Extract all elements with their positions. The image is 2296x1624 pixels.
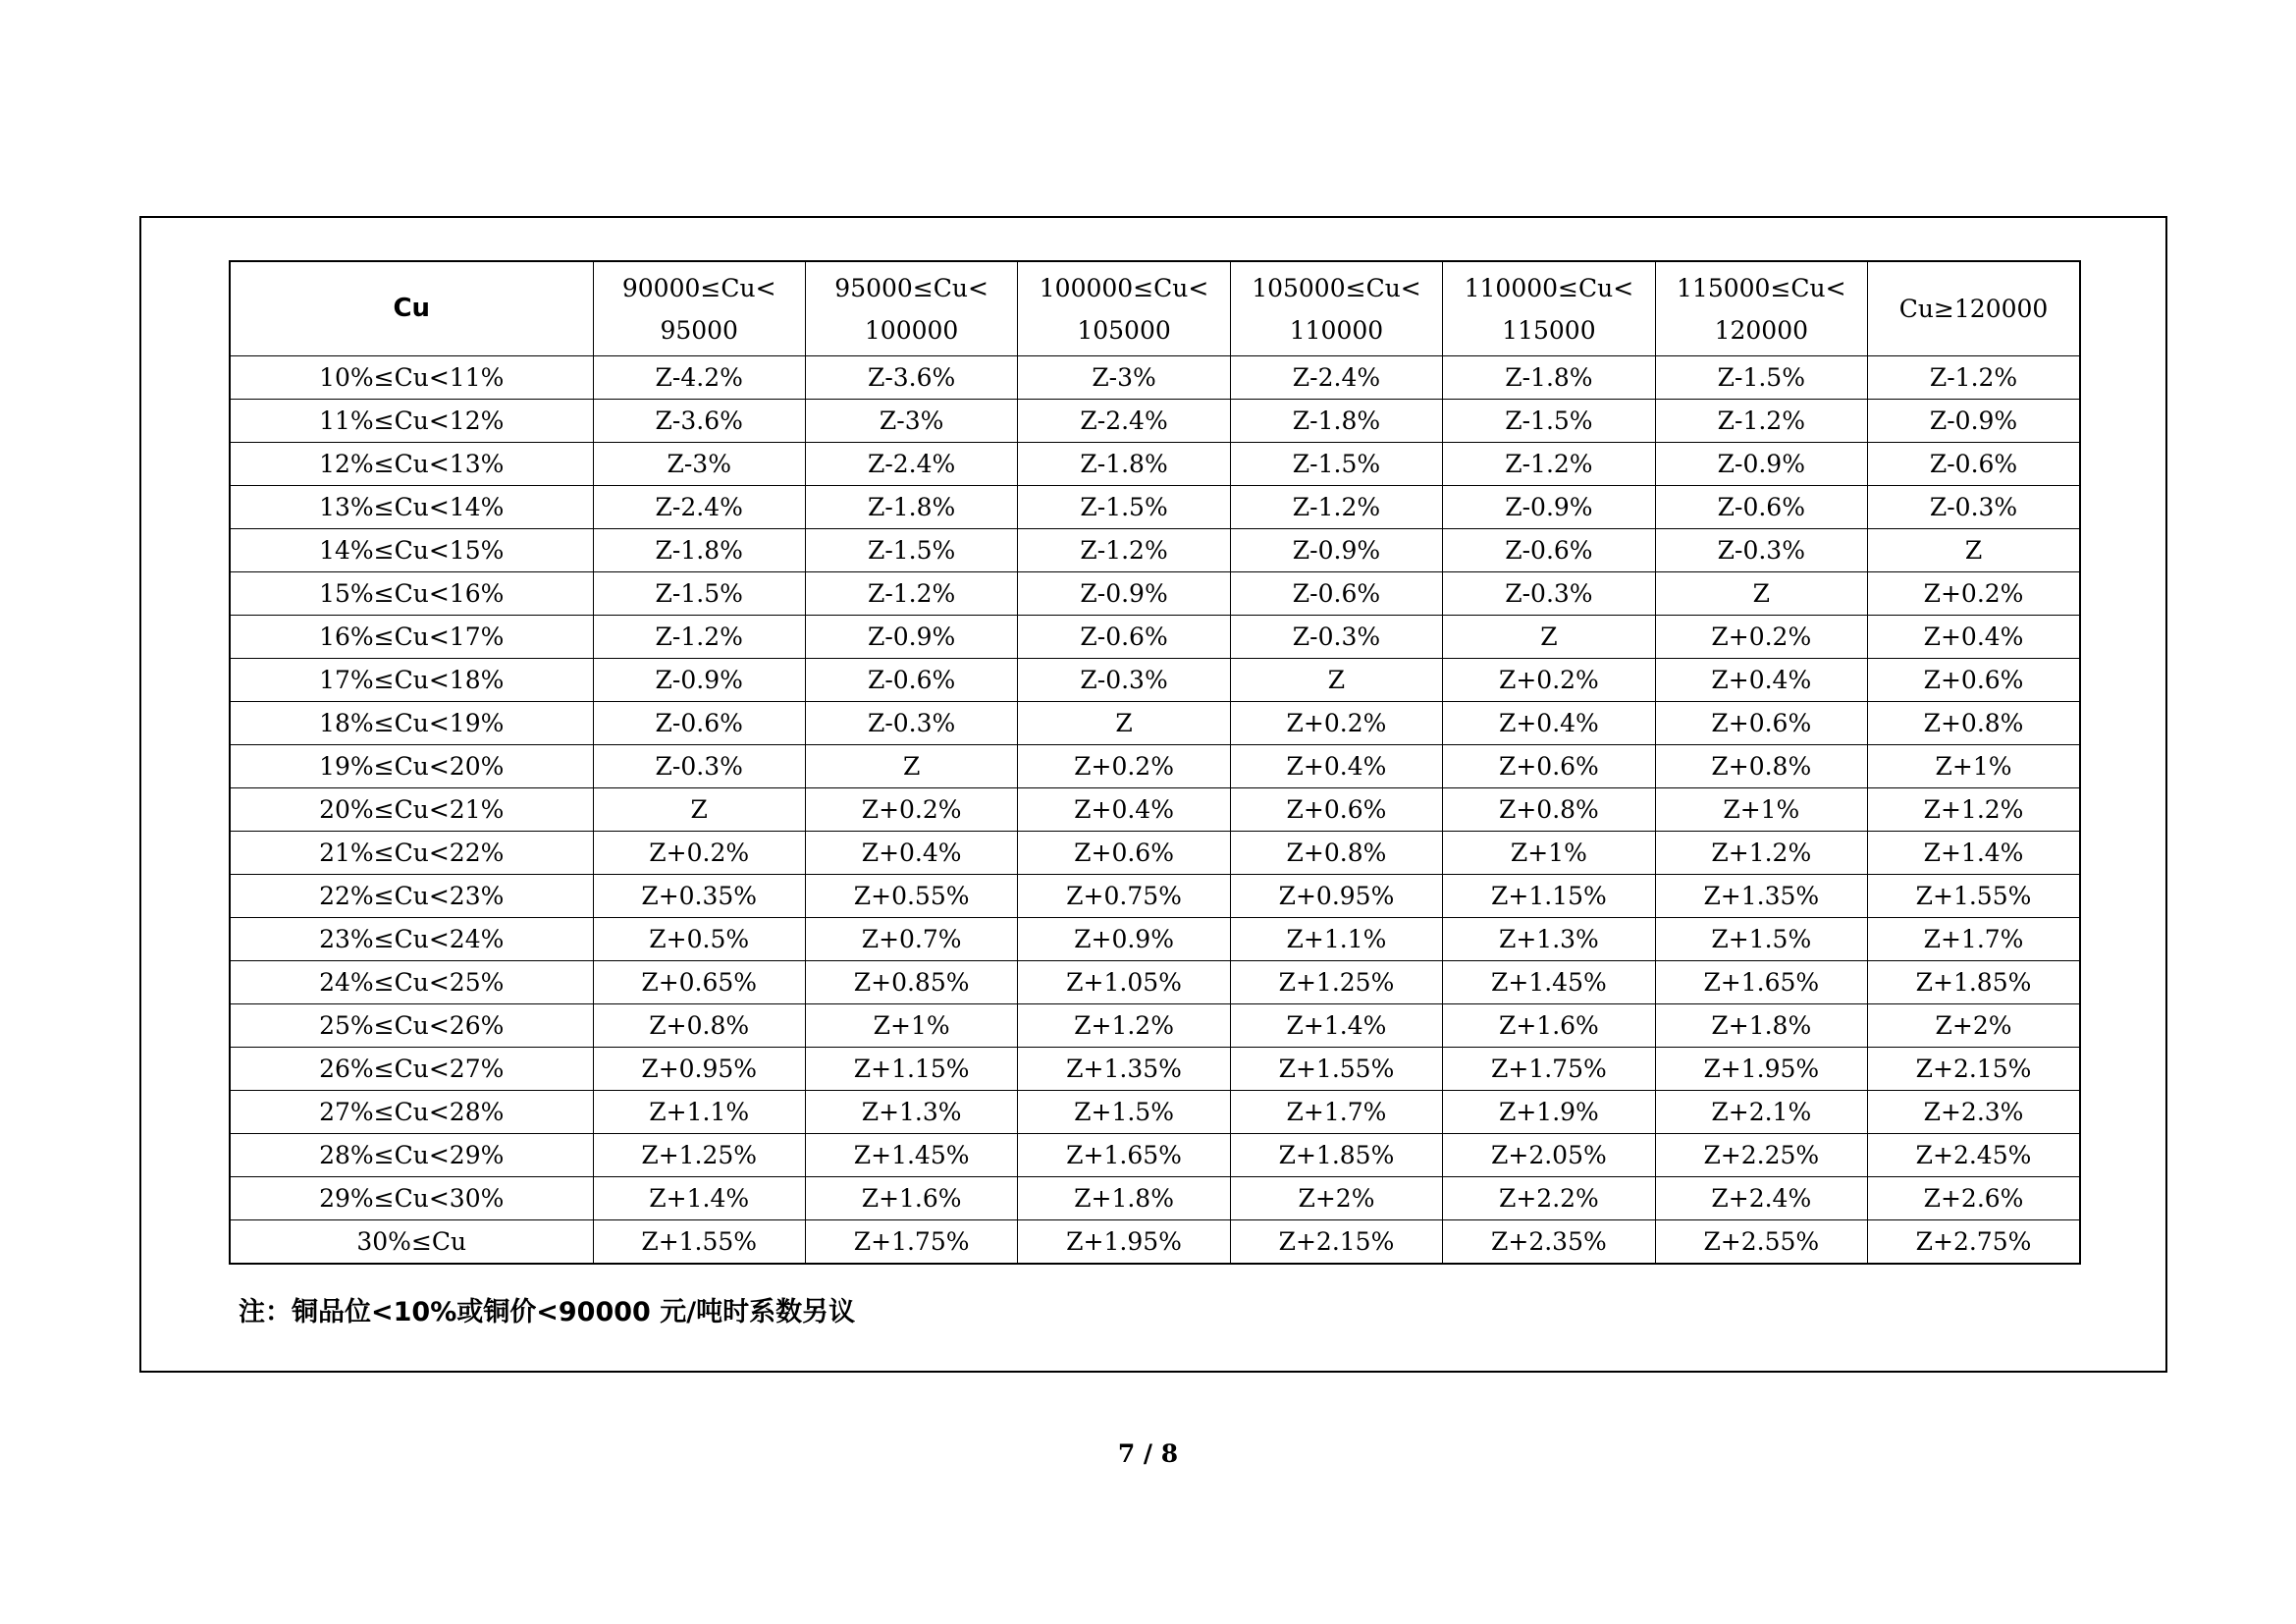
table-cell: Z+2.1% [1655, 1091, 1867, 1134]
row-header: 26%≤Cu<27% [230, 1048, 593, 1091]
table-cell: Z+0.8% [1230, 832, 1442, 875]
table-cell: Z+1.7% [1230, 1091, 1442, 1134]
table-row [230, 529, 2080, 572]
table-row [230, 745, 2080, 788]
table-cell: Z+1.9% [1443, 1091, 1655, 1134]
table-cell: Z+1.5% [1018, 1091, 1230, 1134]
table-cell: Z-0.6% [1230, 572, 1442, 616]
table-cell: Z-2.4% [1018, 400, 1230, 443]
column-header-line1: 100000≤Cu< [1039, 273, 1209, 302]
table-cell: Z [1868, 529, 2080, 572]
table-cell: Z+1.25% [1230, 961, 1442, 1004]
table-header-row [230, 261, 2080, 356]
table-cell: Z-0.9% [1018, 572, 1230, 616]
table-cell: Z-0.3% [1868, 486, 2080, 529]
table-cell: Z+0.55% [805, 875, 1017, 918]
table-cell: Z-0.3% [1018, 659, 1230, 702]
row-header: 19%≤Cu<20% [230, 745, 593, 788]
table-cell: Z-0.6% [1868, 443, 2080, 486]
column-header-line1: Cu≥120000 [1898, 295, 2049, 323]
table-cell: Z-1.5% [593, 572, 805, 616]
column-header [805, 261, 1017, 356]
table-row [230, 1091, 2080, 1134]
row-header: 28%≤Cu<29% [230, 1134, 593, 1177]
row-header: 13%≤Cu<14% [230, 486, 593, 529]
table-cell: Z-1.2% [1018, 529, 1230, 572]
column-header [1868, 261, 2080, 356]
table-cell: Z-2.4% [593, 486, 805, 529]
table-row [230, 918, 2080, 961]
table-cell: Z+0.6% [1018, 832, 1230, 875]
row-header: 18%≤Cu<19% [230, 702, 593, 745]
table-cell: Z-1.5% [1655, 356, 1867, 400]
table-cell: Z+1.55% [1230, 1048, 1442, 1091]
table-cell: Z-0.9% [1443, 486, 1655, 529]
table-cell: Z-0.9% [805, 616, 1017, 659]
table-row [230, 788, 2080, 832]
row-header: 23%≤Cu<24% [230, 918, 593, 961]
table-cell: Z [1230, 659, 1442, 702]
row-header: 29%≤Cu<30% [230, 1177, 593, 1220]
column-header [1443, 261, 1655, 356]
table-cell: Z+1.3% [1443, 918, 1655, 961]
table-row [230, 1220, 2080, 1265]
table-cell: Z+1.6% [1443, 1004, 1655, 1048]
column-header-line1: 105000≤Cu< [1252, 273, 1421, 302]
row-header: 17%≤Cu<18% [230, 659, 593, 702]
row-header: 16%≤Cu<17% [230, 616, 593, 659]
table-cell: Z [1655, 572, 1867, 616]
row-header: 27%≤Cu<28% [230, 1091, 593, 1134]
table-cell: Z [1443, 616, 1655, 659]
table-cell: Z [1018, 702, 1230, 745]
table-cell: Z+1.55% [1868, 875, 2080, 918]
table-cell: Z+1.1% [1230, 918, 1442, 961]
table-cell: Z-3.6% [805, 356, 1017, 400]
table-cell: Z-1.8% [1230, 400, 1442, 443]
table-row [230, 486, 2080, 529]
row-header: 11%≤Cu<12% [230, 400, 593, 443]
table-row [230, 961, 2080, 1004]
table-cell: Z+2.6% [1868, 1177, 2080, 1220]
table-cell: Z-1.5% [1230, 443, 1442, 486]
table-cell: Z+0.8% [1868, 702, 2080, 745]
table-row [230, 616, 2080, 659]
table-cell: Z+0.2% [1018, 745, 1230, 788]
table-cell: Z+0.75% [1018, 875, 1230, 918]
table-cell: Z-2.4% [805, 443, 1017, 486]
table-cell: Z+1% [805, 1004, 1017, 1048]
row-header: 24%≤Cu<25% [230, 961, 593, 1004]
table-cell: Z+0.6% [1655, 702, 1867, 745]
table-row [230, 443, 2080, 486]
table-cell: Z+2.15% [1868, 1048, 2080, 1091]
table-cell: Z+1.2% [1868, 788, 2080, 832]
table-row [230, 1134, 2080, 1177]
column-header [1018, 261, 1230, 356]
table-cell: Z+0.2% [1868, 572, 2080, 616]
row-header: 12%≤Cu<13% [230, 443, 593, 486]
table-cell: Z+1.65% [1018, 1134, 1230, 1177]
table-cell: Z+1% [1655, 788, 1867, 832]
column-header-line2: 105000 [1077, 315, 1171, 345]
table-cell: Z+1.2% [1018, 1004, 1230, 1048]
table-cell: Z-0.6% [1018, 616, 1230, 659]
row-header: 15%≤Cu<16% [230, 572, 593, 616]
table-cell: Z+1.75% [805, 1220, 1017, 1265]
table-row [230, 1004, 2080, 1048]
column-header-line1: 95000≤Cu< [834, 273, 988, 302]
table-cell: Z-3% [1018, 356, 1230, 400]
table-cell: Z-0.6% [805, 659, 1017, 702]
row-header: 10%≤Cu<11% [230, 356, 593, 400]
table-row [230, 702, 2080, 745]
table-cell: Z+1.15% [805, 1048, 1017, 1091]
table-row [230, 356, 2080, 400]
table-cell: Z+1.4% [593, 1177, 805, 1220]
column-header-line2: 100000 [864, 315, 959, 345]
table-cell: Z-3.6% [593, 400, 805, 443]
table-cell: Z-0.9% [1655, 443, 1867, 486]
row-header: 22%≤Cu<23% [230, 875, 593, 918]
table-cell: Z-1.2% [1655, 400, 1867, 443]
table-cell: Z+1% [1443, 832, 1655, 875]
table-cell: Z+2.2% [1443, 1177, 1655, 1220]
table-cell: Z-1.8% [805, 486, 1017, 529]
table-cell: Z+2.75% [1868, 1220, 2080, 1265]
table-cell: Z+0.9% [1018, 918, 1230, 961]
table-cell: Z+0.95% [1230, 875, 1442, 918]
table-cell: Z+1.85% [1868, 961, 2080, 1004]
column-header-line1: 115000≤Cu< [1677, 273, 1846, 302]
table-cell: Z+1.95% [1655, 1048, 1867, 1091]
table-cell: Z+0.2% [1655, 616, 1867, 659]
table-cell: Z+0.8% [593, 1004, 805, 1048]
table-cell: Z+1.4% [1230, 1004, 1442, 1048]
table-cell: Z+0.2% [593, 832, 805, 875]
column-header [593, 261, 805, 356]
table-cell: Z+0.8% [1655, 745, 1867, 788]
table-cell: Z [805, 745, 1017, 788]
table-row [230, 659, 2080, 702]
corner-header: Cu [230, 261, 593, 356]
table-cell: Z-0.6% [1443, 529, 1655, 572]
table-cell: Z+0.6% [1230, 788, 1442, 832]
coefficient-table [229, 260, 2081, 1265]
table-cell: Z-1.2% [1230, 486, 1442, 529]
table-cell: Z+2% [1868, 1004, 2080, 1048]
table-row [230, 572, 2080, 616]
table-row [230, 1048, 2080, 1091]
column-header [1655, 261, 1867, 356]
table-cell: Z+0.6% [1443, 745, 1655, 788]
table-cell: Z+2.55% [1655, 1220, 1867, 1265]
column-header [1230, 261, 1442, 356]
table-cell: Z-0.9% [1230, 529, 1442, 572]
table-cell: Z-1.2% [593, 616, 805, 659]
table-cell: Z-0.3% [1655, 529, 1867, 572]
table-cell: Z+0.7% [805, 918, 1017, 961]
table-cell: Z+1.7% [1868, 918, 2080, 961]
table-cell: Z+0.4% [1443, 702, 1655, 745]
row-header: 25%≤Cu<26% [230, 1004, 593, 1048]
page-number: 7 / 8 [1117, 1439, 1179, 1468]
table-cell: Z+0.2% [805, 788, 1017, 832]
table-cell: Z+2.3% [1868, 1091, 2080, 1134]
table-cell: Z [593, 788, 805, 832]
table-cell: Z-0.3% [1443, 572, 1655, 616]
table-row [230, 875, 2080, 918]
table-cell: Z-2.4% [1230, 356, 1442, 400]
column-header-line2: 95000 [660, 315, 738, 345]
table-cell: Z-0.9% [1868, 400, 2080, 443]
table-cell: Z-0.9% [593, 659, 805, 702]
table-cell: Z+1.05% [1018, 961, 1230, 1004]
table-cell: Z+1.8% [1655, 1004, 1867, 1048]
table-cell: Z+0.4% [805, 832, 1017, 875]
table-cell: Z-0.6% [593, 702, 805, 745]
table-cell: Z+0.6% [1868, 659, 2080, 702]
column-header-line1: 90000≤Cu< [621, 273, 776, 302]
table-cell: Z-3% [805, 400, 1017, 443]
table-cell: Z+1.45% [805, 1134, 1017, 1177]
table-cell: Z+1.55% [593, 1220, 805, 1265]
row-header: 30%≤Cu [230, 1220, 593, 1265]
table-cell: Z+1.65% [1655, 961, 1867, 1004]
table-cell: Z+1.95% [1018, 1220, 1230, 1265]
table-cell: Z+1.5% [1655, 918, 1867, 961]
table-cell: Z+0.35% [593, 875, 805, 918]
table-cell: Z-0.3% [593, 745, 805, 788]
table-body [230, 356, 2080, 1265]
table-cell: Z-1.8% [1018, 443, 1230, 486]
table-cell: Z+0.4% [1655, 659, 1867, 702]
row-header: 20%≤Cu<21% [230, 788, 593, 832]
table-cell: Z-0.6% [1655, 486, 1867, 529]
column-header-line2: 120000 [1714, 315, 1809, 345]
table-cell: Z+2% [1230, 1177, 1442, 1220]
table-row [230, 400, 2080, 443]
table-cell: Z+1.8% [1018, 1177, 1230, 1220]
table-cell: Z+1.75% [1443, 1048, 1655, 1091]
table-cell: Z+0.2% [1443, 659, 1655, 702]
table-cell: Z+0.2% [1230, 702, 1442, 745]
column-header-line1: 110000≤Cu< [1464, 273, 1634, 302]
table-cell: Z-1.5% [805, 529, 1017, 572]
table-cell: Z+2.35% [1443, 1220, 1655, 1265]
table-row [230, 832, 2080, 875]
table-cell: Z+1.35% [1655, 875, 1867, 918]
table-cell: Z+0.5% [593, 918, 805, 961]
table-cell: Z+0.85% [805, 961, 1017, 1004]
table-cell: Z+1.35% [1018, 1048, 1230, 1091]
table-cell: Z+1.25% [593, 1134, 805, 1177]
table-cell: Z+1.15% [1443, 875, 1655, 918]
table-cell: Z-1.2% [805, 572, 1017, 616]
table-cell: Z-4.2% [593, 356, 805, 400]
table-cell: Z+2.45% [1868, 1134, 2080, 1177]
table-cell: Z+1% [1868, 745, 2080, 788]
column-header-line2: 110000 [1289, 315, 1384, 345]
table-cell: Z+2.4% [1655, 1177, 1867, 1220]
table-cell: Z+0.4% [1018, 788, 1230, 832]
table-cell: Z-1.8% [593, 529, 805, 572]
table-cell: Z+1.45% [1443, 961, 1655, 1004]
table-cell: Z-1.8% [1443, 356, 1655, 400]
table-cell: Z+2.25% [1655, 1134, 1867, 1177]
table-cell: Z-1.2% [1443, 443, 1655, 486]
table-cell: Z-1.5% [1443, 400, 1655, 443]
row-header: 14%≤Cu<15% [230, 529, 593, 572]
table-cell: Z+0.65% [593, 961, 805, 1004]
table-cell: Z+1.6% [805, 1177, 1017, 1220]
table-cell: Z+1.1% [593, 1091, 805, 1134]
table-cell: Z+2.05% [1443, 1134, 1655, 1177]
table-cell: Z+1.3% [805, 1091, 1017, 1134]
table-row [230, 1177, 2080, 1220]
column-header-line2: 115000 [1502, 315, 1596, 345]
table-cell: Z-1.5% [1018, 486, 1230, 529]
table-cell: Z+0.8% [1443, 788, 1655, 832]
table-cell: Z+2.15% [1230, 1220, 1442, 1265]
row-header: 21%≤Cu<22% [230, 832, 593, 875]
table-cell: Z+1.85% [1230, 1134, 1442, 1177]
table-cell: Z+0.4% [1868, 616, 2080, 659]
table-cell: Z-1.2% [1868, 356, 2080, 400]
table-cell: Z+1.4% [1868, 832, 2080, 875]
table-cell: Z-0.3% [1230, 616, 1442, 659]
table-cell: Z+0.4% [1230, 745, 1442, 788]
table-cell: Z+0.95% [593, 1048, 805, 1091]
table-cell: Z-0.3% [805, 702, 1017, 745]
table-cell: Z-3% [593, 443, 805, 486]
table-cell: Z+1.2% [1655, 832, 1867, 875]
footnote: 注：铜品位<10%或铜价<90000 元/吨时系数另议 [239, 1297, 856, 1327]
